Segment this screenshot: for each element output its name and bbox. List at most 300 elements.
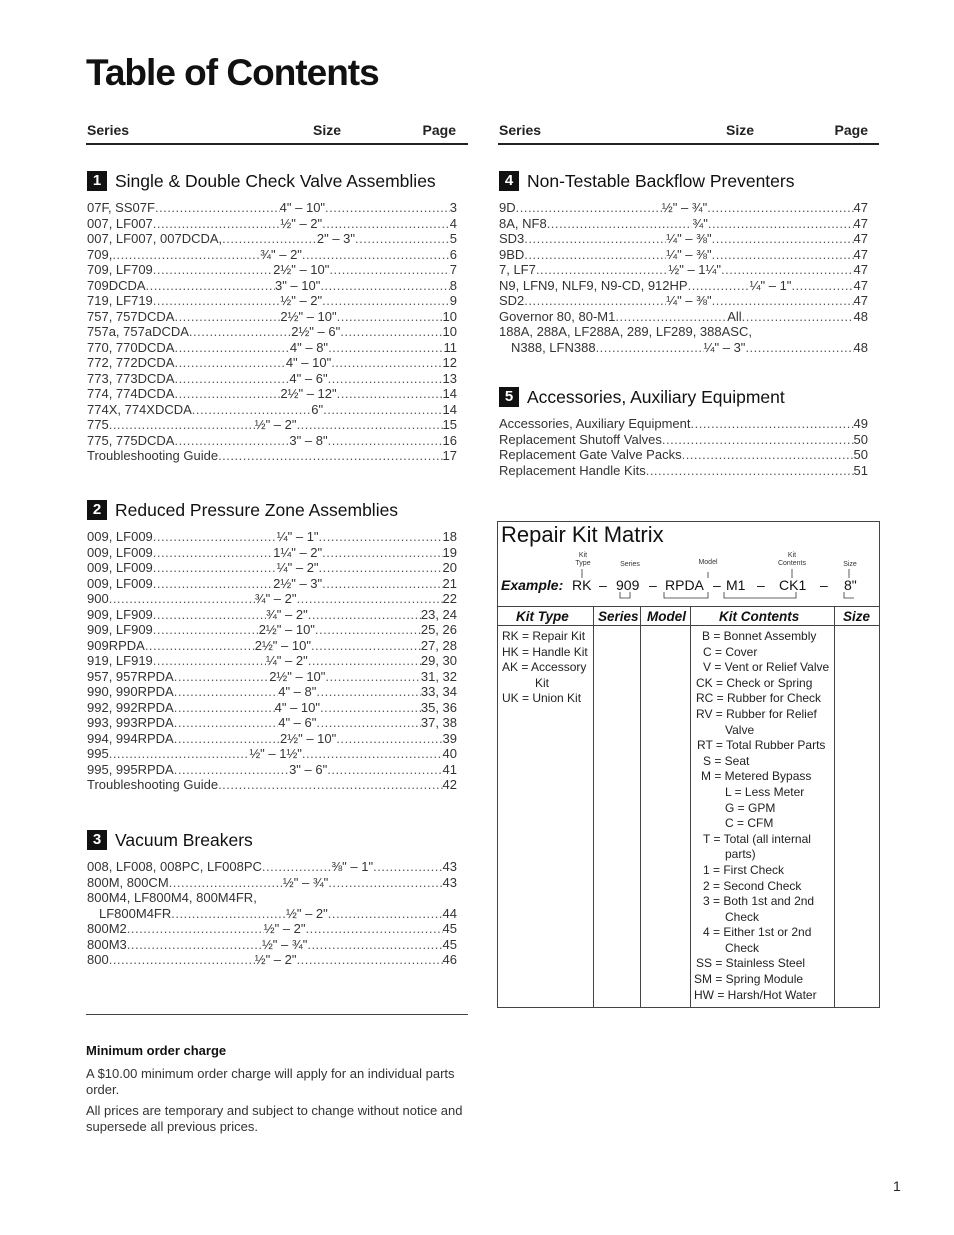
toc-entry <box>87 638 457 654</box>
entry-page: 23, 24 <box>420 606 458 622</box>
kit-contents-item: RT = Total Rubber Parts <box>697 738 826 753</box>
entry-page: 14 <box>442 386 458 401</box>
kit-type-item: HK = Handle Kit <box>502 644 588 659</box>
toc-entry <box>499 231 868 247</box>
page-number: 1 <box>893 1178 901 1194</box>
entry-series: 800M2 <box>87 921 127 936</box>
entry-page: 3 <box>449 200 458 215</box>
entry-series: 774X, 774XDCDA <box>87 401 192 417</box>
dot-leader <box>662 432 854 448</box>
caption-model: Model <box>698 559 718 566</box>
dot-leader <box>153 653 266 669</box>
dot-leader <box>355 231 450 247</box>
dot-leader <box>109 746 250 762</box>
toc-entry <box>499 324 868 340</box>
toc-entry <box>499 262 868 278</box>
entry-size: ½" – ¾" <box>282 874 329 890</box>
dot-leader <box>646 463 854 479</box>
section-title: Single & Double Check Valve Assemblies <box>115 170 436 191</box>
dot-leader <box>516 200 662 216</box>
entry-series: 909, LF909 <box>87 622 153 637</box>
dot-leader <box>146 278 275 294</box>
kit-type-list <box>502 629 588 707</box>
toc-entry <box>87 591 457 607</box>
entry-size: 3" – 6" <box>289 761 328 777</box>
entry-size: ⅜" – 1" <box>331 859 374 874</box>
kit-contents-item: parts) <box>725 847 756 862</box>
entry-series: LF800M4FR <box>99 905 172 921</box>
entry-size: ¼" – ⅜" <box>666 246 712 262</box>
section-number-badge: 3 <box>87 830 107 850</box>
toc-entry <box>87 684 457 700</box>
entry-size: 4" – 10" <box>279 200 326 215</box>
entry-size: ½" – 2" <box>280 293 323 308</box>
dot-leader <box>325 200 450 216</box>
dot-leader <box>153 607 266 623</box>
entry-page: 9 <box>449 293 457 308</box>
dot-leader <box>222 231 317 247</box>
entry-series: 009, LF009 <box>87 529 153 544</box>
dot-leader <box>174 762 289 778</box>
price-notice-text: All prices are temporary and subject to change without notice and supersede all previous prices. <box>86 1103 463 1134</box>
column-divider <box>640 606 641 1007</box>
dot-leader <box>328 433 443 449</box>
toc-entry <box>87 417 457 433</box>
section-number-badge: 2 <box>87 500 107 520</box>
entry-size: 2½" – 10" <box>273 262 330 277</box>
header-kit-contents: Kit Contents <box>719 609 800 624</box>
entry-page: 47 <box>853 262 868 277</box>
dot-leader <box>297 952 443 968</box>
dot-leader <box>742 309 854 325</box>
toc-entry <box>499 293 868 309</box>
entry-size: 4" – 10" <box>274 699 320 715</box>
entry-size: 4" – 8" <box>289 339 329 355</box>
entry-page: 35, 36 <box>420 699 458 715</box>
entry-series: 009, LF009 <box>87 544 153 560</box>
dot-leader <box>297 591 443 607</box>
entry-page: 47 <box>853 215 868 231</box>
entry-page: 47 <box>853 246 869 262</box>
dot-leader <box>308 653 421 669</box>
caption-series: Series <box>620 561 640 568</box>
column-divider <box>690 606 691 1007</box>
entry-series: 709, <box>87 246 113 262</box>
dot-leader <box>127 937 262 953</box>
toc-entry <box>87 340 457 356</box>
entry-size: 4" – 10" <box>285 355 332 370</box>
toc-entry <box>87 777 457 793</box>
dot-leader <box>322 545 442 561</box>
toc-entry <box>87 216 457 232</box>
entry-series: 775 <box>87 417 109 432</box>
entry-series: 957, 957RPDA <box>87 668 174 684</box>
example-dash: – <box>713 577 721 593</box>
dot-leader <box>308 607 421 623</box>
entry-page: 19 <box>442 544 457 560</box>
entry-page: 49 <box>853 416 868 431</box>
entry-series: 900 <box>87 591 109 606</box>
toc-entry <box>87 448 457 464</box>
entry-series: 9D <box>499 200 516 215</box>
entry-size: ½" – 1½" <box>249 746 302 761</box>
dot-leader <box>373 859 442 875</box>
toc-entry <box>87 731 457 747</box>
entry-series: 008, LF008, 008PC, LF008PC <box>87 859 262 874</box>
dot-leader <box>615 309 727 325</box>
entry-series: 9BD <box>499 246 525 262</box>
entry-series: 719, LF719 <box>87 293 153 308</box>
kit-contents-item: SM = Spring Module <box>694 972 804 987</box>
min-order-text: A $10.00 minimum order charge will apply for an individual parts order. <box>86 1066 455 1097</box>
entry-series: 009, LF009 <box>87 575 153 591</box>
entry-series: 007, LF007, 007DCDA, <box>87 231 223 246</box>
toc-entry <box>87 921 457 937</box>
dot-leader <box>745 340 853 356</box>
caption-kit-contents: Kit Contents <box>777 552 807 567</box>
entry-series: 773, 773DCDA <box>87 370 175 386</box>
entry-page: 18 <box>442 529 458 544</box>
entry-page: 31, 32 <box>420 668 458 684</box>
dot-leader <box>524 247 666 263</box>
dot-leader <box>547 216 693 232</box>
kit-contents-item: C = CFM <box>725 816 774 831</box>
repair-kit-title: Repair Kit Matrix <box>501 522 664 547</box>
entry-page: 42 <box>442 777 457 792</box>
section-non-testable-backflow <box>499 170 868 355</box>
dot-leader <box>322 576 442 592</box>
entry-size: ½" – 2" <box>286 905 328 921</box>
entry-series: 909RPDA <box>87 637 145 653</box>
entry-series: 800M4, LF800M4, 800M4FR, <box>87 890 257 905</box>
toc-entry <box>499 432 868 448</box>
toc-entry <box>87 355 457 371</box>
kit-contents-item: SS = Stainless Steel <box>696 956 806 971</box>
kit-contents-item: C = Cover <box>703 644 758 659</box>
entry-page: 17 <box>442 448 457 463</box>
dot-leader <box>109 417 255 433</box>
entry-series: 709DCDA <box>87 277 146 293</box>
entry-size: 4" – 6" <box>289 370 328 386</box>
entry-page: 22 <box>442 591 457 606</box>
toc-entry <box>87 402 457 418</box>
toc-entry <box>87 890 457 906</box>
entry-series: 7, LF7 <box>499 262 536 277</box>
entry-size: 3" – 10" <box>274 277 321 293</box>
kit-contents-item: 3 = Both 1st and 2nd <box>703 894 815 909</box>
entry-size: ½" – 2" <box>263 921 306 936</box>
dot-leader <box>153 545 273 561</box>
dot-leader <box>316 715 420 731</box>
toc-entry <box>87 371 457 387</box>
entry-page: 50 <box>853 431 868 447</box>
section-number-badge: 1 <box>87 171 107 191</box>
toc-entry <box>499 309 868 325</box>
dot-leader <box>307 937 442 953</box>
entry-size: ¼" – ⅜" <box>666 231 712 246</box>
example-label: Example: <box>501 577 564 593</box>
example-kit-type: RK <box>572 577 592 593</box>
min-order-title: Minimum order charge <box>86 1043 227 1058</box>
entry-page: 48 <box>853 339 869 355</box>
dot-leader <box>323 402 442 418</box>
entry-size: ½" – ¾" <box>261 936 308 952</box>
dot-leader <box>337 386 443 402</box>
dot-leader <box>306 921 443 937</box>
dot-leader <box>174 371 289 387</box>
entry-series: 990, 990RPDA <box>87 684 174 699</box>
toc-entry <box>87 386 457 402</box>
dot-leader <box>328 906 443 922</box>
kit-contents-item: Check <box>725 909 760 924</box>
dot-leader <box>322 293 450 309</box>
toc-entry <box>87 653 457 669</box>
entry-series: 800M3 <box>87 936 127 952</box>
dot-leader <box>596 340 704 356</box>
dot-leader <box>297 417 443 433</box>
entry-page: 39 <box>442 730 458 746</box>
entry-size: ¾" – 2" <box>260 246 302 262</box>
dot-leader <box>155 200 280 216</box>
toc-entry <box>87 622 457 638</box>
column-series-label: Series <box>87 122 130 138</box>
dot-leader <box>322 216 450 232</box>
entry-page: 8 <box>449 277 458 293</box>
entry-series: 009, LF009 <box>87 560 153 575</box>
toc-entry <box>499 463 868 479</box>
kit-contents-item: T = Total (all internal <box>703 831 811 846</box>
dot-leader <box>174 309 280 325</box>
column-header-left <box>86 121 468 145</box>
entry-page: 11 <box>443 339 458 355</box>
kit-contents-item: V = Vent or Relief Valve <box>703 660 830 675</box>
kit-contents-item: 2 = Second Check <box>703 878 802 893</box>
toc-entry <box>499 447 868 463</box>
entry-page: 15 <box>442 417 457 432</box>
dot-leader <box>169 875 283 891</box>
dot-leader <box>708 216 854 232</box>
dot-leader <box>329 262 449 278</box>
entry-size: 2½" – 10" <box>280 730 337 746</box>
entry-series: 775, 775DCDA <box>87 432 175 448</box>
dot-leader <box>109 952 255 968</box>
example-connector-lines <box>498 522 879 606</box>
entry-size: 6" <box>311 401 324 417</box>
section-accessories <box>499 386 868 478</box>
entry-series: 709, LF709 <box>87 262 153 277</box>
dot-leader <box>171 906 286 922</box>
dot-leader <box>153 622 259 638</box>
entry-size: ½" – 2" <box>254 417 297 432</box>
header-kit-type: Kit Type <box>516 609 569 624</box>
entry-size: ½" – ¾" <box>661 200 708 215</box>
dot-leader <box>320 700 421 716</box>
dot-leader <box>302 746 443 762</box>
entry-series: 919, LF919 <box>87 653 153 668</box>
dot-leader <box>218 448 442 464</box>
toc-entry <box>87 529 457 545</box>
dot-leader <box>319 560 443 576</box>
toc-entry <box>87 247 457 263</box>
section-title: Vacuum Breakers <box>115 829 253 850</box>
toc-entry <box>87 669 457 685</box>
section-reduced-pressure-zone <box>87 499 457 793</box>
dot-leader <box>340 324 442 340</box>
section-title: Accessories, Auxiliary Equipment <box>527 386 785 407</box>
dot-leader <box>707 200 853 216</box>
section-title: Reduced Pressure Zone Assemblies <box>115 499 399 520</box>
entry-series: Governor 80, 80-M1 <box>499 308 616 324</box>
entry-page: 12 <box>442 355 458 370</box>
toc-entry <box>87 309 457 325</box>
dot-leader <box>327 762 442 778</box>
column-page-label: Page <box>422 122 456 138</box>
dot-leader <box>189 324 291 340</box>
dot-leader <box>524 231 666 247</box>
toc-entry <box>87 433 457 449</box>
entry-series: 8A, NF8 <box>499 215 547 231</box>
dot-leader <box>174 684 278 700</box>
kit-type-item: UK = Union Kit <box>502 691 582 706</box>
entry-size: 2½" – 12" <box>280 386 337 401</box>
dot-leader <box>192 402 311 418</box>
dot-leader <box>127 921 264 937</box>
entry-size: ½" – 2" <box>254 952 297 967</box>
kit-contents-item: HW = Harsh/Hot Water <box>694 987 817 1002</box>
kit-contents-item: B = Bonnet Assembly <box>702 629 817 643</box>
entry-series: 800 <box>87 952 109 967</box>
kit-contents-item: G = GPM <box>725 800 776 815</box>
matrix-header-row <box>498 606 879 626</box>
toc-entry <box>87 906 457 922</box>
entry-series: SD3 <box>499 231 525 246</box>
toc-entry <box>87 952 457 968</box>
divider <box>86 1014 468 1015</box>
section-check-valve-assemblies <box>87 170 457 464</box>
toc-entry <box>87 576 457 592</box>
column-divider <box>834 606 835 1007</box>
example-series: 909 <box>616 577 640 593</box>
example-model-suffix: M1 <box>726 577 746 593</box>
entry-page: 48 <box>853 308 869 324</box>
example-size: 8" <box>844 577 857 593</box>
entry-size: ¼" – 2" <box>265 653 308 668</box>
entry-page: 47 <box>853 277 868 293</box>
section-number-badge: 4 <box>499 171 519 191</box>
entry-size: ¾" – 2" <box>265 606 308 622</box>
dot-leader <box>109 591 255 607</box>
caption-size: Size <box>843 561 857 568</box>
entry-size: 2½" – 10" <box>280 308 337 324</box>
entry-series: 757a, 757aDCDA <box>87 324 189 339</box>
column-series-label: Series <box>499 122 542 138</box>
entry-size: 2½" – 10" <box>254 637 311 653</box>
dot-leader <box>325 669 420 685</box>
entry-size: ¾" <box>692 215 708 231</box>
dot-leader <box>319 529 443 545</box>
dot-leader <box>153 293 281 309</box>
dot-leader <box>174 731 280 747</box>
entry-series: Replacement Gate Valve Packs <box>499 447 682 462</box>
dot-leader <box>174 355 285 371</box>
entry-series: 993, 993RPDA <box>87 715 174 730</box>
section-heading <box>87 170 457 192</box>
toc-entry <box>87 715 457 731</box>
entry-size: 2½" – 6" <box>291 324 341 339</box>
kit-type-item: RK = Repair Kit <box>502 629 586 643</box>
section-title: Non-Testable Backflow Preventers <box>527 170 795 191</box>
toc-entry <box>87 262 457 278</box>
dot-leader <box>331 355 442 371</box>
kit-type-item: AK = Accessory <box>502 660 587 675</box>
entry-size: All <box>727 308 742 324</box>
toc-entry <box>87 762 457 778</box>
toc-entry <box>87 324 457 340</box>
entry-page: 4 <box>449 215 457 231</box>
toc-entry <box>499 416 868 432</box>
section-heading <box>499 170 868 192</box>
entry-size: 2½" – 3" <box>273 575 323 591</box>
kit-contents-item: Check <box>725 940 760 955</box>
dot-leader <box>690 416 853 432</box>
section-heading <box>87 829 457 851</box>
kit-contents-item: RC = Rubber for Check <box>696 691 822 706</box>
entry-size: ¼" – 1" <box>749 277 792 293</box>
dot-leader <box>153 529 277 545</box>
dot-leader <box>791 278 853 294</box>
entry-size: 1¼" – 2" <box>273 544 323 560</box>
entry-size: 4" – 8" <box>278 684 317 699</box>
entry-series: 07F, SS07F <box>87 200 155 215</box>
kit-contents-item: 1 = First Check <box>703 862 785 877</box>
dot-leader <box>174 715 278 731</box>
section-number-badge: 5 <box>499 387 519 407</box>
entry-series: Replacement Shutoff Valves <box>499 431 662 447</box>
toc-entry <box>87 607 457 623</box>
kit-contents-list <box>694 629 829 1003</box>
entry-page: 47 <box>853 231 869 246</box>
dot-leader <box>328 875 442 891</box>
toc-entry <box>87 937 457 953</box>
entry-page: 43 <box>442 859 457 874</box>
entry-size: 2" – 3" <box>316 231 356 246</box>
dot-leader <box>174 700 275 716</box>
entry-series: 995 <box>87 746 109 761</box>
entry-series: 757, 757DCDA <box>87 308 175 324</box>
dot-leader <box>320 278 449 294</box>
entry-size: 2½" – 10" <box>258 622 315 637</box>
toc-entry <box>87 560 457 576</box>
entry-series: Accessories, Auxiliary Equipment <box>499 416 691 431</box>
dot-leader <box>682 447 854 463</box>
entry-series: N388, LFN388 <box>511 339 596 355</box>
kit-type-item: Kit <box>535 675 550 690</box>
entry-page: 50 <box>853 447 868 462</box>
entry-series: 188A, 288A, LF288A, 289, LF289, 388ASC, <box>499 324 752 339</box>
entry-size: 3" – 8" <box>289 432 328 448</box>
entry-series: Troubleshooting Guide <box>87 448 219 463</box>
kit-contents-item: CK = Check or Spring <box>696 675 813 690</box>
entry-page: 10 <box>442 308 458 324</box>
kit-contents-item: M = Metered Bypass <box>701 769 812 784</box>
entry-series: 994, 994RPDA <box>87 730 174 746</box>
dot-leader <box>174 386 280 402</box>
toc-entry <box>499 340 868 356</box>
example-dash: – <box>820 577 828 593</box>
dot-leader <box>712 231 854 247</box>
dot-leader <box>328 371 443 387</box>
toc-entry <box>499 200 868 216</box>
